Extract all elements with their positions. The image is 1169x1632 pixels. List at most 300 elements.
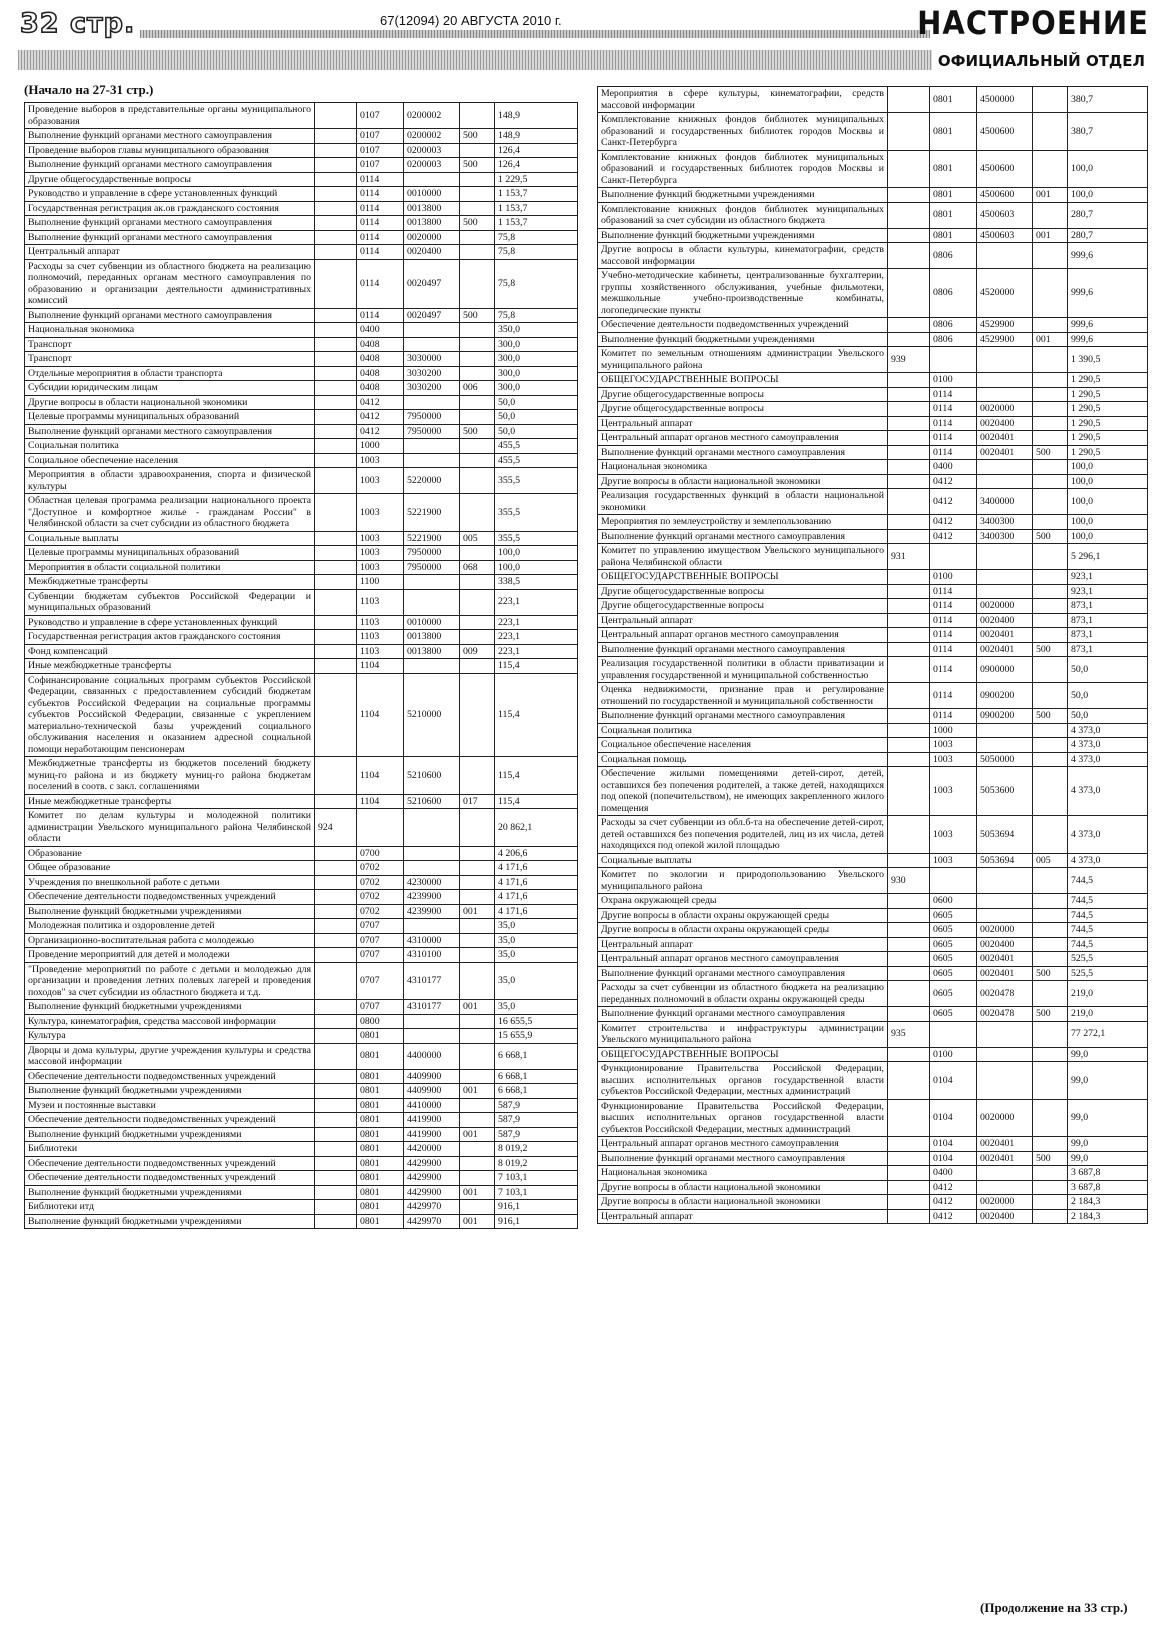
row-expense-type — [1033, 1062, 1068, 1100]
row-name: Национальная экономика — [25, 323, 315, 338]
row-section-code: 0412 — [930, 489, 977, 515]
row-expense-type — [460, 1043, 495, 1069]
row-article-code: 4500000 — [977, 87, 1033, 113]
table-row — [25, 1084, 578, 1099]
row-section-code: 0104 — [930, 1099, 977, 1137]
row-admin-code — [315, 103, 357, 129]
row-section-code: 0801 — [357, 1113, 404, 1128]
table-row — [25, 187, 578, 202]
row-article-code: 4429970 — [404, 1200, 460, 1215]
row-expense-type — [1033, 269, 1068, 318]
row-article-code: 0020401 — [977, 642, 1033, 657]
row-article-code: 7950000 — [404, 424, 460, 439]
table-row — [25, 143, 578, 158]
table-row — [25, 1000, 578, 1015]
row-article-code: 4419900 — [404, 1113, 460, 1128]
row-admin-code — [888, 853, 930, 868]
table-row — [25, 129, 578, 144]
row-article-code — [977, 738, 1033, 753]
continuation-start-note: (Начало на 27-31 стр.) — [24, 82, 154, 97]
row-name: Мероприятия в сфере культуры, кинематографии, средств массовой информации — [598, 87, 888, 113]
row-article-code — [977, 243, 1033, 269]
row-name: Мероприятия в области здравоохранения, спорта и физической культуры — [25, 468, 315, 494]
row-name: Реализация государственной политики в области приватизации и управления государственной и муниципальной собственностью — [598, 657, 888, 683]
table-row — [598, 584, 1148, 599]
row-amount: 223,1 — [495, 615, 578, 630]
row-admin-code — [315, 366, 357, 381]
row-article-code: 0020400 — [977, 613, 1033, 628]
table-row — [598, 445, 1148, 460]
row-expense-type — [1033, 752, 1068, 767]
row-name: Другие вопросы в области национальной экономики — [598, 474, 888, 489]
row-section-code: 0408 — [357, 352, 404, 367]
row-amount: 148,9 — [495, 129, 578, 144]
row-expense-type — [460, 172, 495, 187]
row-amount: 99,0 — [1068, 1062, 1148, 1100]
table-row — [598, 489, 1148, 515]
row-article-code: 5050000 — [977, 752, 1033, 767]
row-expense-type — [1033, 318, 1068, 333]
row-section-code — [930, 544, 977, 570]
row-article-code — [977, 1021, 1033, 1047]
row-expense-type: 500 — [460, 308, 495, 323]
row-section-code: 0801 — [930, 113, 977, 151]
row-section-code: 1003 — [357, 560, 404, 575]
row-expense-type — [1033, 613, 1068, 628]
row-name: Другие общегосударственные вопросы — [25, 172, 315, 187]
row-expense-type — [1033, 1195, 1068, 1210]
row-section-code: 0605 — [930, 981, 977, 1007]
row-amount: 4 373,0 — [1068, 816, 1148, 854]
row-section-code: 0702 — [357, 890, 404, 905]
row-expense-type — [1033, 431, 1068, 446]
row-admin-code — [315, 381, 357, 396]
row-admin-code — [888, 1099, 930, 1137]
table-row — [598, 529, 1148, 544]
row-article-code: 0013800 — [404, 630, 460, 645]
row-amount: 6 668,1 — [495, 1043, 578, 1069]
table-row — [25, 560, 578, 575]
row-section-code: 0801 — [357, 1084, 404, 1099]
row-admin-code — [315, 337, 357, 352]
row-amount: 300,0 — [495, 366, 578, 381]
row-amount: 355,5 — [495, 468, 578, 494]
row-admin-code — [315, 216, 357, 231]
row-expense-type — [1033, 515, 1068, 530]
row-section-code: 0114 — [930, 584, 977, 599]
row-expense-type — [460, 323, 495, 338]
row-name: Выполнение функций органами местного самоуправления — [598, 966, 888, 981]
row-name: Мероприятия в области социальной политики — [25, 560, 315, 575]
row-section-code: 0104 — [930, 1062, 977, 1100]
row-section-code: 0114 — [357, 187, 404, 202]
row-amount: 873,1 — [1068, 642, 1148, 657]
row-amount: 50,0 — [1068, 657, 1148, 683]
row-section-code — [357, 809, 404, 847]
row-article-code: 7950000 — [404, 560, 460, 575]
row-name: Выполнение функций органами местного самоуправления — [25, 308, 315, 323]
row-amount: 355,5 — [495, 531, 578, 546]
row-article-code: 0020497 — [404, 259, 460, 308]
row-expense-type — [1033, 868, 1068, 894]
row-name: Выполнение функций органами местного самоуправления — [598, 529, 888, 544]
table-row — [25, 1098, 578, 1113]
row-article-code: 4239900 — [404, 890, 460, 905]
row-article-code — [977, 894, 1033, 909]
row-admin-code — [315, 1214, 357, 1229]
row-name: Центральный аппарат органов местного самоуправления — [598, 1137, 888, 1152]
row-section-code: 0801 — [357, 1043, 404, 1069]
table-row — [25, 1142, 578, 1157]
row-section-code: 0605 — [930, 1007, 977, 1022]
row-article-code — [977, 908, 1033, 923]
row-admin-code — [888, 966, 930, 981]
row-amount: 1 229,5 — [495, 172, 578, 187]
row-article-code — [404, 1029, 460, 1044]
row-amount: 1 290,5 — [1068, 416, 1148, 431]
row-name: Учреждения по внешкольной работе с детьми — [25, 875, 315, 890]
row-section-code: 1103 — [357, 589, 404, 615]
row-section-code: 0400 — [930, 460, 977, 475]
table-row — [598, 853, 1148, 868]
row-section-code: 0806 — [930, 269, 977, 318]
table-row — [25, 644, 578, 659]
row-expense-type — [460, 962, 495, 1000]
row-expense-type — [460, 546, 495, 561]
row-amount: 2 184,3 — [1068, 1195, 1148, 1210]
table-row — [25, 381, 578, 396]
table-row — [598, 402, 1148, 417]
table-row — [25, 890, 578, 905]
row-section-code: 0114 — [930, 613, 977, 628]
row-admin-code — [315, 143, 357, 158]
row-name: Культура, кинематография, средства массовой информации — [25, 1014, 315, 1029]
row-admin-code — [315, 308, 357, 323]
row-article-code — [977, 868, 1033, 894]
table-row — [25, 468, 578, 494]
row-amount: 3 687,8 — [1068, 1180, 1148, 1195]
row-section-code: 0412 — [357, 424, 404, 439]
row-name: Комитет по делам культуры и молодежной политики администрации Увельского муниципального района Челябинской области — [25, 809, 315, 847]
row-amount: 7 103,1 — [495, 1171, 578, 1186]
row-admin-code — [888, 373, 930, 388]
row-amount: 35,0 — [495, 962, 578, 1000]
row-amount: 455,5 — [495, 439, 578, 454]
row-admin-code — [315, 919, 357, 934]
row-name: Учебно-методические кабинеты, централизованные бухгалтерии, группы хозяйственного обслуживания, учебные фильмотеки, межшкольные учебно-производственные комбинаты, логопедические пункты — [598, 269, 888, 318]
row-admin-code — [888, 529, 930, 544]
row-amount: 1 290,5 — [1068, 445, 1148, 460]
table-row — [25, 615, 578, 630]
row-article-code — [404, 846, 460, 861]
row-expense-type — [1033, 1180, 1068, 1195]
row-admin-code — [315, 1200, 357, 1215]
row-section-code: 1103 — [357, 630, 404, 645]
row-name: Дворцы и дома культуры, другие учреждения культуры и средства массовой информации — [25, 1043, 315, 1069]
table-row — [25, 919, 578, 934]
row-name: Центральный аппарат — [598, 1209, 888, 1224]
row-expense-type — [1033, 1137, 1068, 1152]
row-amount: 338,5 — [495, 575, 578, 590]
row-amount: 35,0 — [495, 948, 578, 963]
row-admin-code: 924 — [315, 809, 357, 847]
row-article-code: 4310177 — [404, 1000, 460, 1015]
row-section-code: 0806 — [930, 318, 977, 333]
row-amount: 50,0 — [495, 410, 578, 425]
row-expense-type — [460, 890, 495, 905]
row-admin-code — [315, 1171, 357, 1186]
row-name: ОБЩЕГОСУДАРСТВЕННЫЕ ВОПРОСЫ — [598, 1047, 888, 1062]
row-article-code: 3400000 — [977, 489, 1033, 515]
row-expense-type — [1033, 937, 1068, 952]
row-article-code: 3030200 — [404, 381, 460, 396]
row-amount: 15 655,9 — [495, 1029, 578, 1044]
row-article-code: 0200003 — [404, 143, 460, 158]
row-amount: 100,0 — [1068, 474, 1148, 489]
row-amount: 50,0 — [1068, 683, 1148, 709]
row-expense-type — [460, 757, 495, 795]
row-section-code: 0100 — [930, 570, 977, 585]
row-name: Комплектование книжных фондов библиотек муниципальных образований за счет субсидии из областного бюджета — [598, 202, 888, 228]
table-row — [598, 332, 1148, 347]
table-row — [598, 1151, 1148, 1166]
row-admin-code — [315, 1156, 357, 1171]
newspaper-brand: НАСТРОЕНИЕ — [917, 4, 1149, 42]
row-article-code: 0010000 — [404, 615, 460, 630]
row-admin-code — [315, 424, 357, 439]
row-section-code: 0801 — [357, 1098, 404, 1113]
row-amount: 75,8 — [495, 245, 578, 260]
row-admin-code — [888, 584, 930, 599]
row-expense-type — [1033, 87, 1068, 113]
table-row — [25, 230, 578, 245]
row-section-code: 0412 — [930, 529, 977, 544]
row-admin-code — [888, 460, 930, 475]
table-row — [25, 352, 578, 367]
row-article-code — [404, 337, 460, 352]
row-section-code: 0408 — [357, 381, 404, 396]
row-admin-code — [888, 952, 930, 967]
row-expense-type — [1033, 628, 1068, 643]
table-row — [25, 904, 578, 919]
row-admin-code — [888, 894, 930, 909]
row-amount: 75,8 — [495, 230, 578, 245]
table-row — [25, 1043, 578, 1069]
row-admin-code — [888, 683, 930, 709]
row-amount: 77 272,1 — [1068, 1021, 1148, 1047]
row-admin-code — [315, 531, 357, 546]
row-article-code: 3030000 — [404, 352, 460, 367]
row-article-code: 0020400 — [977, 1209, 1033, 1224]
row-section-code: 0707 — [357, 933, 404, 948]
row-section-code: 0806 — [930, 243, 977, 269]
row-section-code: 0114 — [357, 245, 404, 260]
row-article-code — [404, 323, 460, 338]
row-amount: 100,0 — [1068, 515, 1148, 530]
row-admin-code — [315, 1098, 357, 1113]
table-row — [25, 439, 578, 454]
row-admin-code — [315, 875, 357, 890]
row-section-code: 0412 — [930, 515, 977, 530]
row-admin-code — [315, 644, 357, 659]
table-row — [598, 1099, 1148, 1137]
row-expense-type — [460, 919, 495, 934]
row-name: Расходы за счет субвенции из областного бюджета на реализацию полномочий, переданных органам местного самоуправления по образованию и организации деятельности административных комиссий — [25, 259, 315, 308]
row-name: Национальная экономика — [598, 1166, 888, 1181]
row-expense-type — [460, 143, 495, 158]
table-row — [598, 544, 1148, 570]
issue-date: 67(12094) 20 АВГУСТА 2010 г. — [380, 13, 562, 28]
table-row — [598, 1209, 1148, 1224]
row-name: Проведение выборов в представительные органы муниципального образования — [25, 103, 315, 129]
row-section-code: 0806 — [930, 332, 977, 347]
table-row — [25, 875, 578, 890]
row-name: ОБЩЕГОСУДАРСТВЕННЫЕ ВОПРОСЫ — [598, 373, 888, 388]
row-name: Другие вопросы в области культуры, кинематографии, средств массовой информации — [598, 243, 888, 269]
row-amount: 100,0 — [1068, 529, 1148, 544]
row-section-code: 1003 — [357, 453, 404, 468]
row-name: Обеспечение деятельности подведомственных учреждений — [25, 1069, 315, 1084]
row-name: Выполнение функций бюджетными учреждениями — [25, 1214, 315, 1229]
row-expense-type — [460, 673, 495, 757]
row-amount: 744,5 — [1068, 923, 1148, 938]
row-expense-type — [1033, 1166, 1068, 1181]
row-name: Образование — [25, 846, 315, 861]
row-article-code — [977, 1180, 1033, 1195]
table-row — [598, 1137, 1148, 1152]
table-row — [25, 1113, 578, 1128]
row-admin-code — [315, 890, 357, 905]
table-row — [598, 87, 1148, 113]
row-name: Другие вопросы в области охраны окружающей среды — [598, 923, 888, 938]
row-admin-code — [315, 395, 357, 410]
row-article-code: 4429970 — [404, 1214, 460, 1229]
row-name: Выполнение функций бюджетными учреждениями — [598, 332, 888, 347]
row-section-code: 0605 — [930, 923, 977, 938]
row-expense-type — [1033, 460, 1068, 475]
row-expense-type — [1033, 1047, 1068, 1062]
row-article-code: 0013800 — [404, 216, 460, 231]
row-amount: 355,5 — [495, 494, 578, 532]
row-section-code: 0600 — [930, 894, 977, 909]
row-amount: 300,0 — [495, 352, 578, 367]
row-amount: 126,4 — [495, 158, 578, 173]
row-amount: 3 687,8 — [1068, 1166, 1148, 1181]
row-name: Выполнение функций органами местного самоуправления — [598, 445, 888, 460]
row-name: Отдельные мероприятия в области транспорта — [25, 366, 315, 381]
row-amount: 6 668,1 — [495, 1084, 578, 1099]
row-expense-type: 001 — [1033, 188, 1068, 203]
continuation-end-note: (Продолжение на 33 стр.) — [980, 1600, 1128, 1615]
row-amount: 873,1 — [1068, 613, 1148, 628]
table-row — [25, 395, 578, 410]
row-name: Социальные выплаты — [25, 531, 315, 546]
row-admin-code — [315, 933, 357, 948]
row-expense-type — [460, 846, 495, 861]
row-expense-type: 500 — [1033, 1007, 1068, 1022]
row-expense-type — [1033, 489, 1068, 515]
row-admin-code — [888, 981, 930, 1007]
row-admin-code — [315, 245, 357, 260]
row-admin-code — [315, 1142, 357, 1157]
row-name: Иные межбюджетные трансферты — [25, 659, 315, 674]
row-amount: 744,5 — [1068, 908, 1148, 923]
row-article-code: 0020400 — [977, 416, 1033, 431]
row-admin-code — [315, 1069, 357, 1084]
table-row — [598, 416, 1148, 431]
row-article-code: 0900200 — [977, 683, 1033, 709]
row-name: Комитет по экологии и природопользованию Увельского муниципального района — [598, 868, 888, 894]
row-article-code: 5210600 — [404, 794, 460, 809]
row-admin-code — [888, 431, 930, 446]
row-article-code: 0020000 — [404, 230, 460, 245]
row-expense-type: 001 — [460, 1185, 495, 1200]
row-name: Иные межбюджетные трансферты — [25, 794, 315, 809]
row-amount: 280,7 — [1068, 202, 1148, 228]
row-expense-type: 500 — [460, 129, 495, 144]
row-admin-code — [888, 1151, 930, 1166]
row-article-code: 4400000 — [404, 1043, 460, 1069]
row-name: Другие вопросы в области национальной экономики — [598, 1180, 888, 1195]
table-row — [598, 599, 1148, 614]
row-name: Оценка недвижимости, признание прав и регулирование отношений по государственной и муниципальной собственности — [598, 683, 888, 709]
row-article-code: 0020400 — [977, 937, 1033, 952]
row-section-code: 0801 — [930, 228, 977, 243]
row-admin-code — [888, 752, 930, 767]
row-article-code — [404, 439, 460, 454]
row-admin-code — [315, 439, 357, 454]
row-article-code: 4310100 — [404, 948, 460, 963]
row-section-code: 1103 — [357, 644, 404, 659]
row-article-code: 0200002 — [404, 103, 460, 129]
row-admin-code: 939 — [888, 347, 930, 373]
row-admin-code — [315, 129, 357, 144]
row-admin-code — [315, 575, 357, 590]
row-section-code: 0412 — [930, 1180, 977, 1195]
row-name: Выполнение функций органами местного самоуправления — [25, 424, 315, 439]
table-row — [25, 216, 578, 231]
row-article-code: 5221900 — [404, 494, 460, 532]
header-rule — [140, 30, 930, 38]
row-name: Комитет строительства и инфраструктуры администрации Увельского муниципального района — [598, 1021, 888, 1047]
row-amount: 219,0 — [1068, 981, 1148, 1007]
row-article-code: 7950000 — [404, 546, 460, 561]
row-name: Транспорт — [25, 352, 315, 367]
row-admin-code — [315, 323, 357, 338]
row-name: Центральный аппарат органов местного самоуправления — [598, 628, 888, 643]
table-row — [25, 933, 578, 948]
row-section-code: 1104 — [357, 794, 404, 809]
row-amount: 999,6 — [1068, 332, 1148, 347]
row-admin-code — [315, 846, 357, 861]
row-admin-code — [888, 599, 930, 614]
row-expense-type: 001 — [1033, 228, 1068, 243]
row-article-code — [404, 919, 460, 934]
row-article-code: 4500603 — [977, 228, 1033, 243]
table-row — [598, 373, 1148, 388]
row-admin-code — [888, 723, 930, 738]
table-row — [25, 1200, 578, 1215]
row-section-code: 0400 — [357, 323, 404, 338]
row-section-code: 0707 — [357, 1000, 404, 1015]
row-name: Выполнение функций органами местного самоуправления — [25, 129, 315, 144]
row-article-code — [977, 723, 1033, 738]
table-row — [25, 1029, 578, 1044]
table-row — [598, 709, 1148, 724]
table-row — [25, 809, 578, 847]
budget-table-right — [597, 86, 1148, 1224]
row-name: Выполнение функций органами местного самоуправления — [598, 709, 888, 724]
